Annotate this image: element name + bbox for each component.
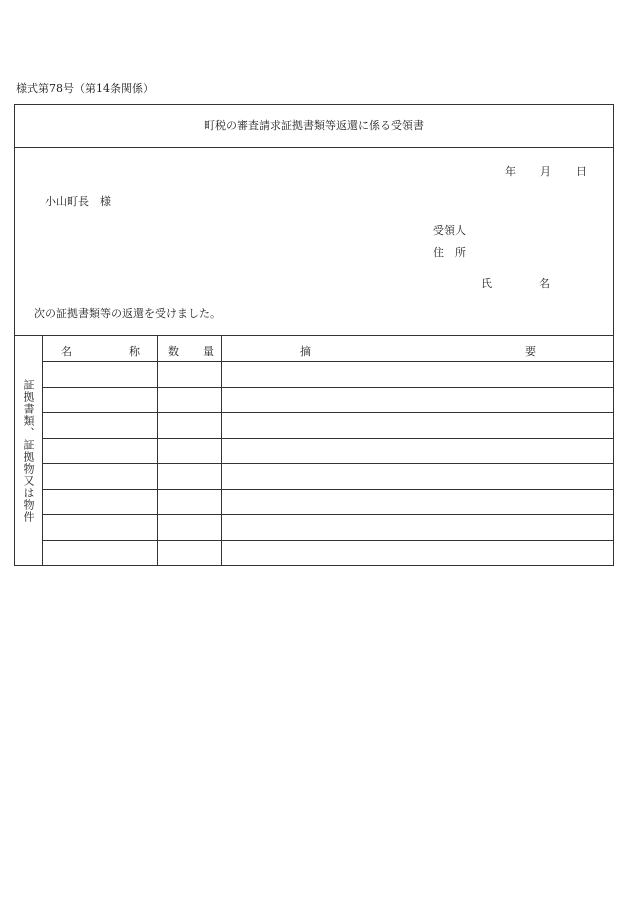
- header-quantity-first: 数: [168, 345, 179, 358]
- table-cell-quantity[interactable]: [157, 464, 220, 489]
- table-cell-summary[interactable]: [221, 541, 612, 566]
- header-quantity-second: 量: [203, 345, 214, 358]
- table-cell-name[interactable]: [43, 464, 156, 489]
- form-number: 様式第78号（第14条関係）: [16, 82, 154, 95]
- evidence-table: [15, 335, 613, 566]
- evidence-side-label: 証拠書類、証拠物又は物件: [15, 336, 43, 566]
- evidence-grid: [43, 336, 613, 566]
- table-cell-name[interactable]: [43, 490, 156, 515]
- table-cell-summary[interactable]: [221, 413, 612, 438]
- table-cell-quantity[interactable]: [157, 490, 220, 515]
- date-day-label: 日: [576, 165, 587, 178]
- table-cell-quantity[interactable]: [157, 439, 220, 464]
- table-cell-summary[interactable]: [221, 490, 612, 515]
- table-cell-summary[interactable]: [221, 439, 612, 464]
- table-cell-summary[interactable]: [221, 464, 612, 489]
- table-cell-quantity[interactable]: [157, 362, 220, 387]
- header-name-second: 称: [129, 345, 140, 358]
- table-cell-quantity[interactable]: [157, 541, 220, 566]
- date-year-label: 年: [505, 165, 516, 178]
- table-cell-quantity[interactable]: [157, 413, 220, 438]
- table-cell-name[interactable]: [43, 439, 156, 464]
- table-cell-name[interactable]: [43, 515, 156, 540]
- header-name-first: 名: [61, 345, 72, 358]
- header-summary-first: 摘: [300, 345, 311, 358]
- table-cell-name[interactable]: [43, 541, 156, 566]
- recipient-name-label-second: 名: [539, 277, 550, 290]
- table-cell-name[interactable]: [43, 362, 156, 387]
- table-cell-quantity[interactable]: [157, 515, 220, 540]
- receipt-statement: 次の証拠書類等の返還を受けました。: [34, 307, 221, 320]
- table-cell-summary[interactable]: [221, 362, 612, 387]
- table-cell-name[interactable]: [43, 388, 156, 413]
- recipient-name-label-first: 氏: [481, 277, 492, 290]
- receipt-form: [14, 104, 614, 566]
- recipient-heading: 受領人: [433, 224, 466, 237]
- header-summary-second: 要: [525, 345, 536, 358]
- addressee: 小山町長 様: [45, 195, 111, 208]
- form-title: 町税の審査請求証拠書類等返還に係る受領書: [15, 105, 613, 148]
- date-month-label: 月: [540, 165, 551, 178]
- recipient-address-label: 住 所: [433, 246, 466, 259]
- table-cell-summary[interactable]: [221, 388, 612, 413]
- table-cell-quantity[interactable]: [157, 388, 220, 413]
- table-cell-summary[interactable]: [221, 515, 612, 540]
- table-cell-name[interactable]: [43, 413, 156, 438]
